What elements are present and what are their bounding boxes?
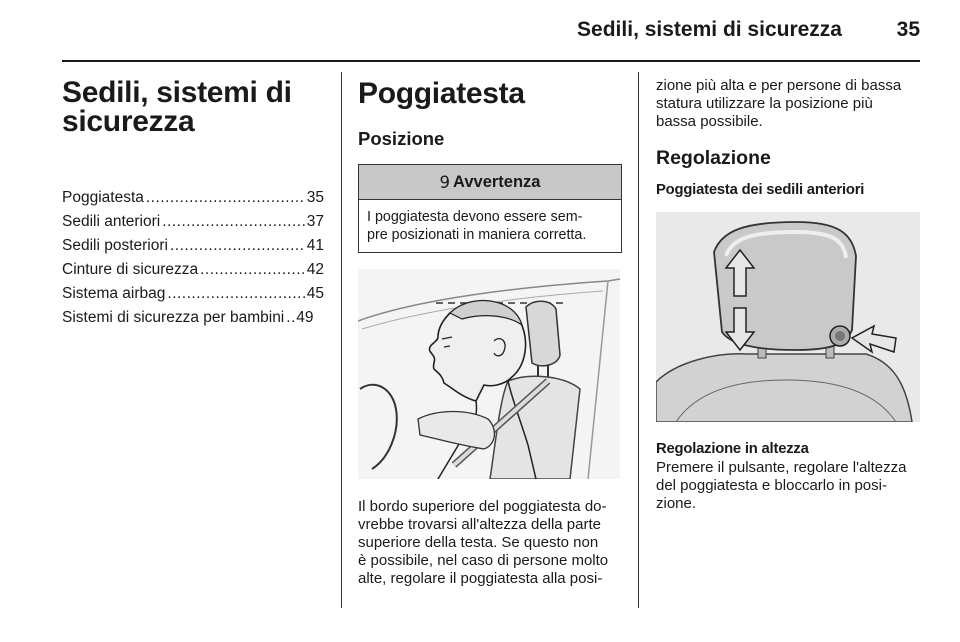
toc-item-page: 42: [306, 261, 324, 278]
toc-item-label: Poggiatesta: [62, 189, 144, 206]
regolazione-column: [656, 72, 920, 513]
toc-item-airbag[interactable]: [62, 282, 324, 306]
chapter-column: [62, 72, 324, 330]
height-adjust-paragraph: [656, 459, 920, 513]
height-adjust-subtitle: Regolazione in altezza: [656, 441, 809, 457]
section-title: Poggiatesta: [358, 77, 525, 110]
toc-item-cinture[interactable]: [62, 258, 324, 282]
running-header-title: Sedili, sistemi di sicurezza: [577, 18, 842, 41]
toc-item-sedili-anteriori[interactable]: [62, 210, 324, 234]
toc-item-page: 35: [306, 189, 324, 206]
headrest-adjust-illustration: [656, 212, 920, 422]
toc-item-label: Sedili anteriori: [62, 213, 161, 230]
front-headrest-subtitle: Poggiatesta dei sedili anteriori: [656, 182, 865, 198]
toc-item-page: 45: [306, 285, 324, 302]
toc-item-sedili-posteriori[interactable]: [62, 234, 324, 258]
toc-item-page: 37: [306, 213, 324, 230]
warning-title: Avvertenza: [453, 172, 541, 191]
toc-item-label: Sedili posteriori: [62, 237, 168, 254]
warning-text-line: pre posizionati in maniera corretta.: [367, 227, 587, 243]
paragraph-line: bassa possibile.: [656, 113, 763, 130]
paragraph-line: vrebbe trovarsi all'altezza della parte: [358, 516, 601, 533]
paragraph-poggiatesta: [358, 498, 620, 588]
toc-item-label: Cinture di sicurezza: [62, 261, 199, 278]
paragraph-line: Premere il pulsante, regolare l'altezza: [656, 459, 907, 476]
poggiatesta-column: [358, 72, 620, 588]
paragraph-line: è possibile, nel caso di persone molto: [358, 552, 609, 569]
page-number: 35: [896, 18, 920, 41]
warning-header: [359, 165, 621, 200]
paragraph-line: zione più alta e per persone di bassa: [656, 77, 902, 94]
column-divider-right: [638, 72, 639, 608]
toc-item-page: 41: [306, 237, 324, 254]
toc-item-bambini[interactable]: [62, 306, 324, 330]
paragraph-line: statura utilizzare la posizione più: [656, 95, 873, 112]
warning-symbol-icon: 9: [439, 172, 451, 192]
toc-item-label: Sistemi di sicurezza per bambini: [62, 309, 285, 326]
warning-text-line: I poggiatesta devono essere sem-: [367, 209, 583, 225]
toc-item-poggiatesta[interactable]: [62, 186, 324, 210]
toc-leader-dots: [170, 234, 305, 258]
toc-leader-dots: [200, 258, 305, 282]
chapter-title-line-2: sicurezza: [62, 105, 195, 138]
paragraph-line: Il bordo superiore del poggiatesta do-: [358, 498, 607, 515]
paragraph-line: alte, regolare il poggiatesta alla posi-: [358, 570, 603, 587]
headrest-position-illustration: [358, 269, 620, 479]
paragraph-continuation: [656, 77, 920, 131]
table-of-contents: [62, 186, 324, 330]
regolazione-title: Regolazione: [656, 147, 771, 169]
toc-item-page: 49: [296, 309, 314, 326]
header-rule: [62, 60, 920, 62]
column-divider-left: [341, 72, 342, 608]
section-subtitle: Posizione: [358, 128, 445, 149]
paragraph-line: superiore della testa. Se questo non: [358, 534, 599, 551]
warning-box: [358, 164, 622, 253]
toc-leader-dots: [146, 186, 305, 210]
paragraph-line: zione.: [656, 495, 697, 512]
toc-item-label: Sistema airbag: [62, 285, 166, 302]
paragraph-line: del poggiatesta e bloccarlo in posi-: [656, 477, 887, 494]
toc-leader-dots: [162, 210, 305, 234]
chapter-title-line-1: Sedili, sistemi di: [62, 76, 292, 109]
toc-leader-dots: [286, 306, 294, 330]
toc-leader-dots: [167, 282, 304, 306]
warning-text: [359, 200, 621, 252]
chapter-title: [62, 78, 324, 136]
